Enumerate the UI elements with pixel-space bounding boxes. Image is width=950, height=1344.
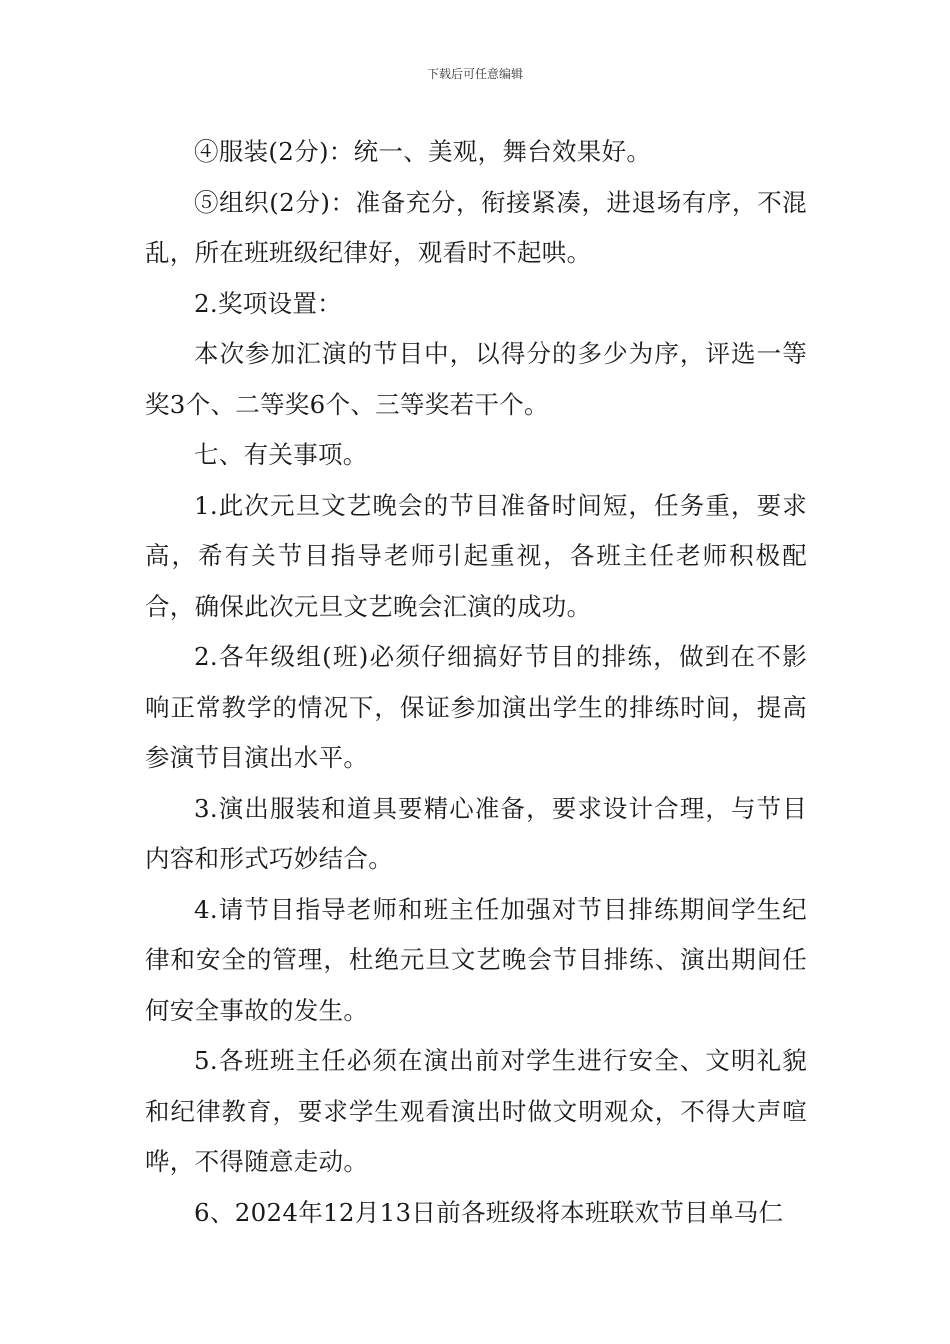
paragraph-item-6: 6、2024年12月13日前各班级将本班联欢节目单马仁	[194, 1197, 784, 1227]
paragraph-award-heading: 2.奖项设置：	[194, 288, 342, 318]
paragraph-item-1: 1.此次元旦文艺晚会的节目准备时间短，任务重，要求高，希有关节目指导老师引起重视，各班主任老师积极配合，确保此次元旦文艺晚会汇演的成功。	[145, 490, 807, 621]
paragraph-item-5: 5.各班班主任必须在演出前对学生进行安全、文明礼貌和纪律教育，要求学生观看演出时做文明观众，不得大声喧哗，不得随意走动。	[145, 1046, 807, 1176]
paragraph-award-details: 本次参加汇演的节目中，以得分的多少为序，评选一等奖3个、二等奖6个、三等奖若干个。	[145, 339, 807, 419]
paragraph-item-4: 4.请节目指导老师和班主任加强对节目排练期间学生纪律和安全的管理，杜绝元旦文艺晚会节目排练、演出期间任何安全事故的发生。	[145, 894, 807, 1025]
paragraph-costume-criteria: ④服装(2分)：统一、美观，舞台效果好。	[194, 137, 652, 166]
paragraph-organization-criteria: ⑤组织(2分)：准备充分，衔接紧凑，进退场有序，不混乱，所在班班级纪律好，观看时不起哄。	[145, 187, 807, 267]
section-heading-related-matters: 七、有关事项。	[194, 440, 368, 469]
document-body	[145, 127, 807, 1238]
page-header: 下载后可任意编辑	[426, 67, 523, 81]
paragraph-item-3: 3.演出服装和道具要精心准备，要求设计合理，与节目内容和形式巧妙结合。	[145, 793, 807, 873]
paragraph-item-2: 2.各年级组(班)必须仔细搞好节目的排练，做到在不影响正常教学的情况下，保证参加演出学生的排练时间，提高参演节目演出水平。	[145, 642, 807, 772]
